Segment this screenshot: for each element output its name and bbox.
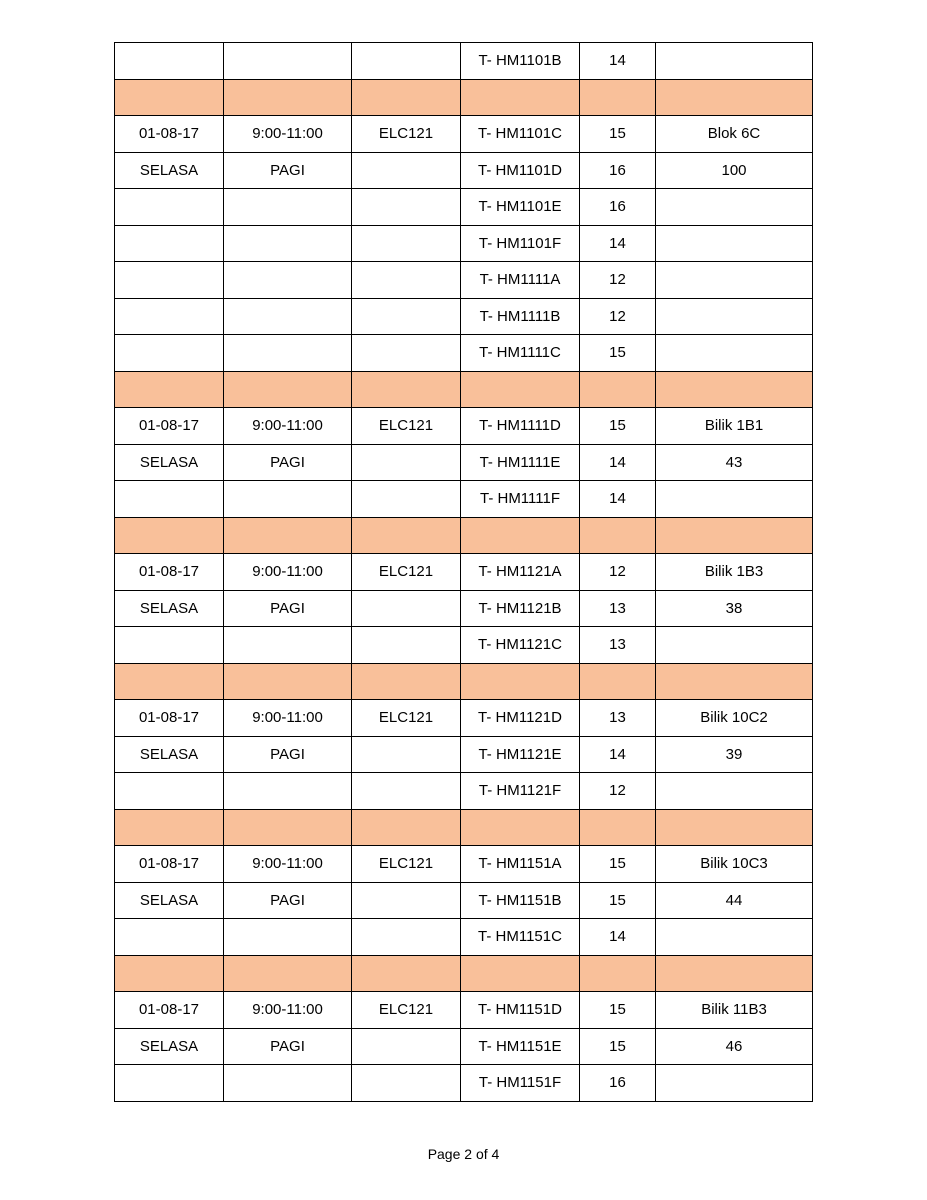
date-cell: SELASA <box>115 736 224 773</box>
page-number: Page 2 of 4 <box>427 1146 500 1162</box>
student-count-cell: 13 <box>580 627 656 664</box>
date-cell <box>115 919 224 956</box>
time-cell: 9:00-11:00 <box>224 992 352 1029</box>
venue-cell <box>656 481 813 518</box>
group-cell: T- HM1151B <box>461 882 580 919</box>
group-cell: T- HM1151D <box>461 992 580 1029</box>
separator-row <box>115 663 813 700</box>
date-cell: 01-08-17 <box>115 700 224 737</box>
date-cell <box>115 43 224 80</box>
group-cell: T- HM1121F <box>461 773 580 810</box>
venue-cell <box>656 189 813 226</box>
student-count-cell: 12 <box>580 298 656 335</box>
separator-row <box>115 809 813 846</box>
date-cell <box>115 262 224 299</box>
venue-cell <box>656 298 813 335</box>
group-cell: T- HM1111E <box>461 444 580 481</box>
schedule-table-body <box>115 43 813 1102</box>
student-count-cell: 15 <box>580 846 656 883</box>
group-cell <box>461 79 580 116</box>
course-code-cell <box>352 736 461 773</box>
group-cell: T- HM1111C <box>461 335 580 372</box>
student-count-cell <box>580 371 656 408</box>
date-cell <box>115 335 224 372</box>
time-cell <box>224 773 352 810</box>
time-cell <box>224 225 352 262</box>
time-cell <box>224 189 352 226</box>
group-cell: T- HM1151A <box>461 846 580 883</box>
course-code-cell: ELC121 <box>352 992 461 1029</box>
table-row <box>115 736 813 773</box>
date-cell: 01-08-17 <box>115 846 224 883</box>
time-cell <box>224 335 352 372</box>
venue-cell <box>656 262 813 299</box>
table-row <box>115 590 813 627</box>
venue-cell <box>656 371 813 408</box>
course-code-cell <box>352 663 461 700</box>
venue-cell: Bilik 10C3 <box>656 846 813 883</box>
date-cell <box>115 298 224 335</box>
table-row <box>115 882 813 919</box>
student-count-cell <box>580 517 656 554</box>
venue-cell: 44 <box>656 882 813 919</box>
venue-cell <box>656 627 813 664</box>
table-row <box>115 43 813 80</box>
table-row <box>115 335 813 372</box>
venue-cell <box>656 773 813 810</box>
table-row <box>115 225 813 262</box>
time-cell <box>224 1065 352 1102</box>
group-cell <box>461 955 580 992</box>
date-cell <box>115 517 224 554</box>
group-cell <box>461 517 580 554</box>
time-cell <box>224 481 352 518</box>
course-code-cell <box>352 43 461 80</box>
venue-cell <box>656 79 813 116</box>
table-row <box>115 773 813 810</box>
course-code-cell: ELC121 <box>352 116 461 153</box>
time-cell: 9:00-11:00 <box>224 846 352 883</box>
table-row <box>115 116 813 153</box>
date-cell <box>115 79 224 116</box>
table-row <box>115 919 813 956</box>
student-count-cell: 14 <box>580 43 656 80</box>
group-cell: T- HM1151F <box>461 1065 580 1102</box>
time-cell: PAGI <box>224 444 352 481</box>
date-cell: SELASA <box>115 882 224 919</box>
table-row <box>115 627 813 664</box>
time-cell: PAGI <box>224 882 352 919</box>
date-cell <box>115 1065 224 1102</box>
date-cell <box>115 663 224 700</box>
date-cell: 01-08-17 <box>115 116 224 153</box>
course-code-cell <box>352 1028 461 1065</box>
group-cell: T- HM1121D <box>461 700 580 737</box>
course-code-cell <box>352 152 461 189</box>
student-count-cell <box>580 79 656 116</box>
table-row <box>115 554 813 591</box>
group-cell: T- HM1101B <box>461 43 580 80</box>
time-cell: 9:00-11:00 <box>224 700 352 737</box>
time-cell <box>224 79 352 116</box>
group-cell: T- HM1101F <box>461 225 580 262</box>
date-cell <box>115 371 224 408</box>
student-count-cell <box>580 955 656 992</box>
date-cell: SELASA <box>115 590 224 627</box>
date-cell: SELASA <box>115 152 224 189</box>
student-count-cell: 12 <box>580 554 656 591</box>
student-count-cell: 14 <box>580 481 656 518</box>
venue-cell: Bilik 10C2 <box>656 700 813 737</box>
student-count-cell: 16 <box>580 152 656 189</box>
group-cell <box>461 809 580 846</box>
course-code-cell <box>352 189 461 226</box>
table-row <box>115 992 813 1029</box>
course-code-cell <box>352 809 461 846</box>
student-count-cell: 14 <box>580 225 656 262</box>
date-cell: 01-08-17 <box>115 554 224 591</box>
group-cell: T- HM1111B <box>461 298 580 335</box>
date-cell <box>115 627 224 664</box>
course-code-cell <box>352 882 461 919</box>
course-code-cell <box>352 298 461 335</box>
venue-cell: Bilik 1B3 <box>656 554 813 591</box>
group-cell <box>461 663 580 700</box>
venue-cell: 39 <box>656 736 813 773</box>
course-code-cell <box>352 919 461 956</box>
separator-row <box>115 955 813 992</box>
time-cell <box>224 809 352 846</box>
student-count-cell: 15 <box>580 116 656 153</box>
exam-schedule-table <box>114 42 813 1102</box>
time-cell: PAGI <box>224 152 352 189</box>
group-cell: T- HM1121A <box>461 554 580 591</box>
student-count-cell: 14 <box>580 919 656 956</box>
course-code-cell: ELC121 <box>352 700 461 737</box>
separator-row <box>115 517 813 554</box>
table-row <box>115 481 813 518</box>
course-code-cell <box>352 590 461 627</box>
separator-row <box>115 371 813 408</box>
course-code-cell: ELC121 <box>352 846 461 883</box>
time-cell <box>224 517 352 554</box>
table-row <box>115 408 813 445</box>
venue-cell: 46 <box>656 1028 813 1065</box>
time-cell: PAGI <box>224 736 352 773</box>
table-row <box>115 262 813 299</box>
table-row <box>115 444 813 481</box>
venue-cell: Blok 6C <box>656 116 813 153</box>
venue-cell <box>656 335 813 372</box>
course-code-cell <box>352 773 461 810</box>
date-cell <box>115 189 224 226</box>
course-code-cell <box>352 481 461 518</box>
venue-cell: 38 <box>656 590 813 627</box>
table-row <box>115 189 813 226</box>
group-cell: T- HM1121E <box>461 736 580 773</box>
table-row <box>115 298 813 335</box>
venue-cell <box>656 809 813 846</box>
student-count-cell: 15 <box>580 882 656 919</box>
time-cell: PAGI <box>224 1028 352 1065</box>
group-cell: T- HM1151E <box>461 1028 580 1065</box>
date-cell: 01-08-17 <box>115 408 224 445</box>
course-code-cell: ELC121 <box>352 408 461 445</box>
group-cell: T- HM1111A <box>461 262 580 299</box>
group-cell: T- HM1101D <box>461 152 580 189</box>
time-cell <box>224 262 352 299</box>
course-code-cell <box>352 517 461 554</box>
table-row <box>115 846 813 883</box>
course-code-cell <box>352 955 461 992</box>
group-cell <box>461 371 580 408</box>
date-cell <box>115 481 224 518</box>
separator-row <box>115 79 813 116</box>
student-count-cell: 15 <box>580 335 656 372</box>
date-cell <box>115 955 224 992</box>
time-cell: 9:00-11:00 <box>224 554 352 591</box>
venue-cell: 100 <box>656 152 813 189</box>
table-row <box>115 152 813 189</box>
group-cell: T- HM1121B <box>461 590 580 627</box>
student-count-cell: 16 <box>580 189 656 226</box>
course-code-cell <box>352 79 461 116</box>
venue-cell <box>656 225 813 262</box>
time-cell: 9:00-11:00 <box>224 116 352 153</box>
student-count-cell: 13 <box>580 700 656 737</box>
group-cell: T- HM1101C <box>461 116 580 153</box>
venue-cell <box>656 919 813 956</box>
group-cell: T- HM1101E <box>461 189 580 226</box>
table-row <box>115 1028 813 1065</box>
time-cell <box>224 43 352 80</box>
course-code-cell <box>352 262 461 299</box>
time-cell <box>224 371 352 408</box>
venue-cell <box>656 955 813 992</box>
venue-cell <box>656 517 813 554</box>
course-code-cell <box>352 627 461 664</box>
time-cell <box>224 663 352 700</box>
course-code-cell <box>352 444 461 481</box>
date-cell: 01-08-17 <box>115 992 224 1029</box>
time-cell <box>224 298 352 335</box>
group-cell: T- HM1111F <box>461 481 580 518</box>
course-code-cell <box>352 225 461 262</box>
group-cell: T- HM1121C <box>461 627 580 664</box>
venue-cell: Bilik 1B1 <box>656 408 813 445</box>
student-count-cell: 15 <box>580 408 656 445</box>
student-count-cell: 14 <box>580 444 656 481</box>
student-count-cell: 15 <box>580 992 656 1029</box>
venue-cell: Bilik 11B3 <box>656 992 813 1029</box>
venue-cell: 43 <box>656 444 813 481</box>
date-cell: SELASA <box>115 444 224 481</box>
group-cell: T- HM1111D <box>461 408 580 445</box>
student-count-cell: 14 <box>580 736 656 773</box>
date-cell <box>115 773 224 810</box>
table-row <box>115 700 813 737</box>
group-cell: T- HM1151C <box>461 919 580 956</box>
table-row <box>115 1065 813 1102</box>
date-cell <box>115 225 224 262</box>
student-count-cell: 13 <box>580 590 656 627</box>
student-count-cell: 16 <box>580 1065 656 1102</box>
student-count-cell: 12 <box>580 773 656 810</box>
course-code-cell <box>352 371 461 408</box>
course-code-cell <box>352 335 461 372</box>
student-count-cell: 15 <box>580 1028 656 1065</box>
time-cell: PAGI <box>224 590 352 627</box>
venue-cell <box>656 663 813 700</box>
time-cell <box>224 955 352 992</box>
time-cell: 9:00-11:00 <box>224 408 352 445</box>
date-cell <box>115 809 224 846</box>
student-count-cell: 12 <box>580 262 656 299</box>
student-count-cell <box>580 663 656 700</box>
venue-cell <box>656 43 813 80</box>
course-code-cell: ELC121 <box>352 554 461 591</box>
student-count-cell <box>580 809 656 846</box>
course-code-cell <box>352 1065 461 1102</box>
venue-cell <box>656 1065 813 1102</box>
date-cell: SELASA <box>115 1028 224 1065</box>
time-cell <box>224 919 352 956</box>
time-cell <box>224 627 352 664</box>
